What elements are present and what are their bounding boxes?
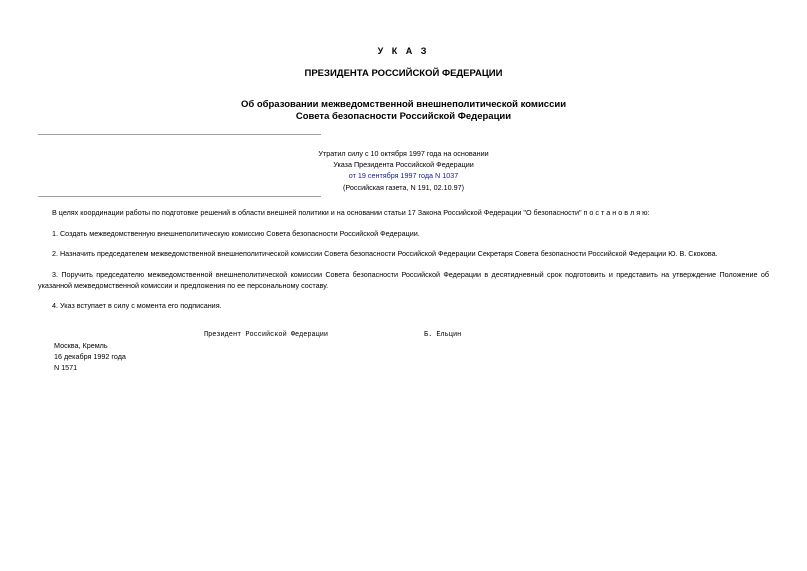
paragraph-item-2 [38,249,769,260]
annotation-line4: (Российская газета, N 191, 02.10.97) [343,182,464,192]
paragraph-item-3 [38,270,769,292]
document-number: N 1571 [54,363,78,372]
item-3-text: 3. Поручить председателю межведомственной внешнеполитической комиссии Совета безопасности Российской Федерации в десятидневный срок подготовить и представить на утверждение Положение об указанной межведомственной комиссии и предложения по ее персональному составу. [38,270,769,290]
paragraph-item-1 [38,229,769,240]
annotation-block [280,148,527,193]
signing-date: 16 декабря 1992 года [54,352,126,361]
preamble-paragraph [38,208,769,219]
item-4-text: 4. Указ вступает в силу с момента его подписания. [52,301,222,310]
document-heading-line1: Об образовании межведомственной внешнеполитической комиссии [240,99,567,110]
divider-top [38,134,321,135]
issuer-title: ПРЕЗИДЕНТА РОССИЙСКОЙ ФЕДЕРАЦИИ [304,68,503,79]
preamble-text: В целях координации работы по подготовке решений в области внешней политики и на основании статьи 17 Закона Российской Федерации "О безопасности" п о с т а н о в л я ю: [52,208,650,217]
annotation-link[interactable]: от 19 сентября 1997 года N 1037 [348,171,459,181]
document-type-title: У К А З [377,46,430,56]
paragraph-item-4 [38,301,769,312]
annotation-line1: Утратил силу с 10 октября 1997 года на основании [318,149,489,158]
signatory-name: Б. Ельцин [424,331,462,339]
signing-place: Москва, Кремль [54,341,108,350]
item-1-text: 1. Создать межведомственную внешнеполитическую комиссию Совета безопасности Российской Федерации. [52,229,420,238]
divider-bottom [38,196,321,197]
item-2-text: 2. Назначить председателем межведомственной внешнеполитической комиссии Совета безопасности Российской Федерации Секретаря Совета безопасности Российской Федерации Ю. В. Скокова. [52,249,718,258]
document-heading-line2: Совета безопасности Российской Федерации [295,111,512,122]
signatory-position: Президент Российской Федерации [204,331,329,339]
document-heading [0,99,807,123]
annotation-line2: Указа Президента Российской Федерации [333,160,474,170]
